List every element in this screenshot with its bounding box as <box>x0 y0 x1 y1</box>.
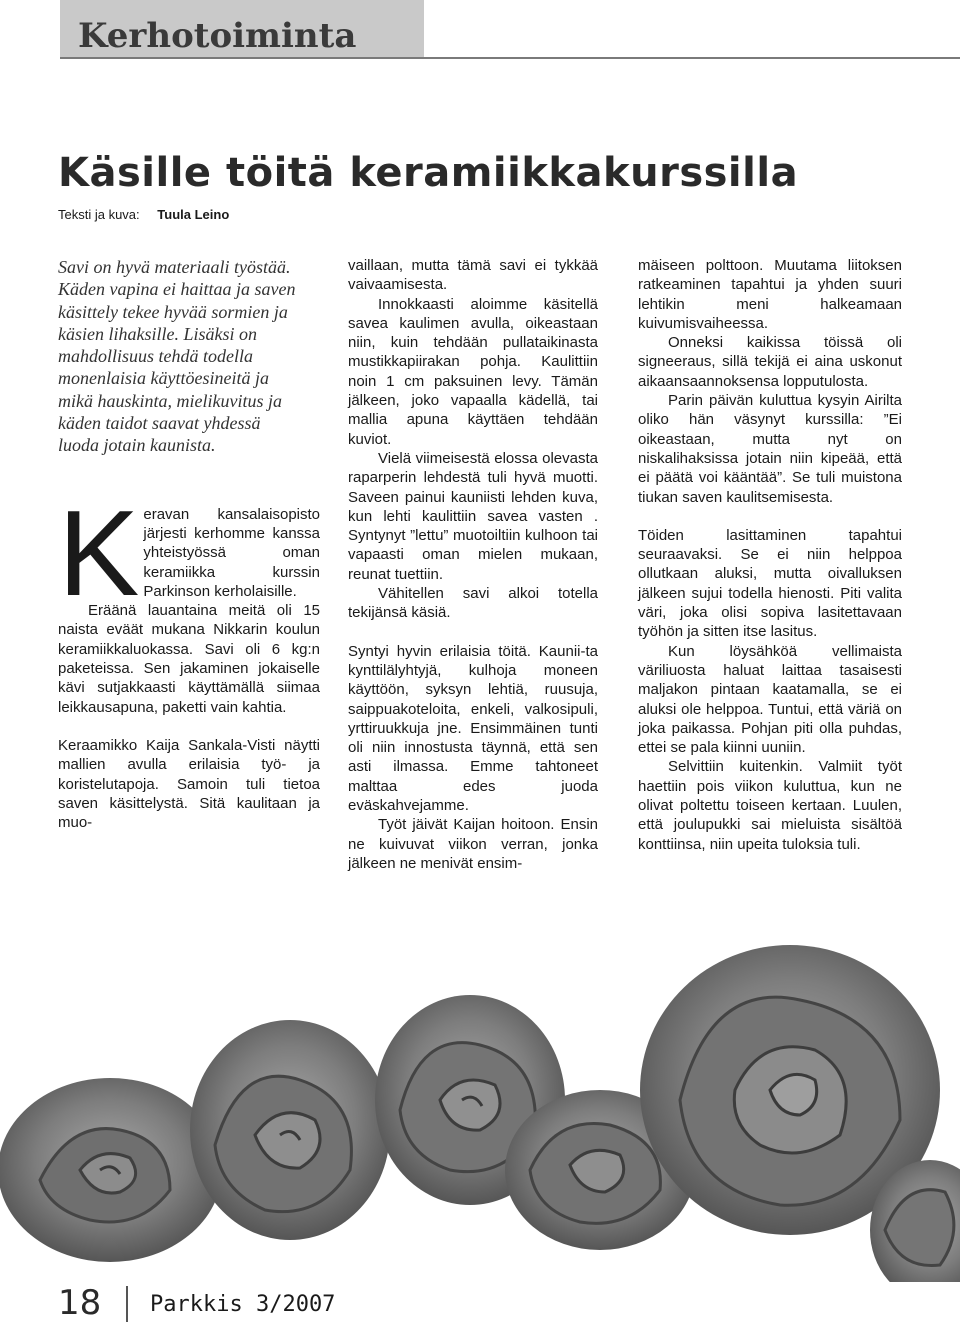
drop-cap: K <box>58 484 140 621</box>
section-title: Kerhotoiminta <box>78 16 357 56</box>
body-paragraph: Kun löysähköä vellimaista väriliuosta haluat laittaa tasaisesti maljakon pintaan kaatamalla, se ei aluksi ole helppoa. Tuntui, että väriä on joka paikassa. Pohjan piti olla puhdas, ettei se pala kiinni uuniin. <box>638 642 902 757</box>
body-paragraph: vaillaan, mutta tämä savi ei tykkää vaivaamisesta. <box>348 257 598 294</box>
byline <box>58 207 229 222</box>
article-column-2 <box>348 256 598 873</box>
byline-author: Tuula Leino <box>157 207 230 222</box>
footer-divider <box>126 1286 128 1322</box>
ceramic-roses-photo <box>0 930 960 1282</box>
rose-2 <box>190 1020 390 1240</box>
body-paragraph: eravan kansalaisopisto järjesti kerhomme kanssa yhteistyössä oman keramiikka kurssin Parkinson kerholaisille. <box>143 505 320 600</box>
article-title: Käsille töitä keramiikkakurssilla <box>58 150 799 196</box>
body-paragraph: Töiden lasittaminen tapahtui seuraavaksi. Se ei niin helppoa ollutkaan aluksi, mutta oivalluksen jälkeen sujui todella hienosti. Piti valita väri, joka olisi sopiva lasitettavaan työhön ja sitten itse lasitus. <box>638 526 902 641</box>
body-paragraph: Syntyi hyvin erilaisia töitä. Kaunii-ta kynttilälyhtyjä, kulhoja moneen käyttöön, syksyn lehtiä, ruusuja, saippuakoteloita, enkeli, valkosipuli, yrttiruukkuja jne. Ensimmäinen tunti oli niin innostusta täynnä, että sen asti ilmassa. Emme tahtoneet malttaa edes juoda eväskahvejamme. <box>348 642 598 815</box>
section-header-tab <box>60 0 424 57</box>
byline-label: Teksti ja kuva: <box>58 207 140 222</box>
body-paragraph: mäiseen polttoon. Muutama liitoksen ratkeaminen tapahtui ja yhden suuri lehtikin meni halkeamaan kuivumisvaiheessa. <box>638 257 902 332</box>
section-divider <box>60 57 960 59</box>
article-column-3 <box>638 256 902 854</box>
body-paragraph: Vielä viimeisestä elossa olevasta raparperin lehdestä tuli hyvä muotti. Saveen painui kauniisti lehden kuva, kun lehti kaulittiin savea vasten . Syntynyt ”lettu” muotoiltiin kulhoon tai vapaasti oman mielen mukaan, reunat tuettiin. <box>348 449 598 583</box>
body-paragraph: Parin päivän kuluttua kysyin Airilta oliko hän väsynyt kurssilla: ”Ei oikeastaan, mutta nyt on niskalihaksissa jotain niin kipeää, että ei päätä voi kääntää”. Se tuli muistona tiukan saven kaulitsemisesta. <box>638 392 902 506</box>
body-paragraph: Onneksi kaikissa töissä oli signeeraus, sillä tekijä ei aina uskonut aikaansaannoksensa lopputulosta. <box>638 334 902 390</box>
rose-1 <box>0 1078 222 1262</box>
body-paragraph: Selvittiin kuitenkin. Valmiit työt haettiin pois viikon kuluttua, kun ne olivat poltettu toiseen kertaan. Luulen, että joulupukki sai mieluista sisältöä konttiinsa, niin upeita tuloksia tuli. <box>638 758 902 853</box>
dropcap-paragraph <box>58 484 320 621</box>
page-number: 18 <box>58 1283 102 1323</box>
body-paragraph: Keraamikko Kaija Sankala-Visti näytti mallien avulla erilaisia työ- ja koristelutapoja. Samoin tuli tietoa saven käsittelystä. Sitä kaulitaan ja muo- <box>58 736 320 832</box>
body-paragraph: Työt jäivät Kaijan hoitoon. Ensin ne kuivuvat viikon verran, jonka jälkeen ne menivät ensim- <box>348 816 598 872</box>
body-paragraph: Eräänä lauantaina meitä oli 15 naista eväät mukana Nikkarin koulun keramiikkaluokassa. Savi oli 6 kg:n paketeissa. Sen jakaminen jokaiselle kävi sutjakkaasti käyttämällä siimaa leikkausapuna, paketti vain kahtia. <box>58 602 320 716</box>
magazine-issue: Parkkis 3/2007 <box>150 1292 336 1317</box>
article-column-1 <box>58 256 320 832</box>
lead-paragraph: Savi on hyvä materiaali työstää. Käden vapina ei haittaa ja saven käsittely tekee hyvää sormien ja käsien lihaksille. Lisäksi on mahdollisuus tehdä todella monenlaisia käyttöesineitä ja mikä hauskinta, mielikuvitus ja käden taidot saavat yhdessä luoda jotain kaunista. <box>58 257 296 456</box>
body-paragraph: Vähitellen savi alkoi totella tekijänsä käsiä. <box>348 585 598 622</box>
body-paragraph: Innokkaasti aloimme käsitellä savea kaulimen avulla, oikeastaan niin, kuin tehdään pullataikinasta mustikkapiirakan pohja. Kaulittiin noin 1 cm paksuinen levy. Tämän jälkeen, joko vapaalla kädellä, tai mallia apuna käyttäen tehdään kuviot. <box>348 295 598 448</box>
